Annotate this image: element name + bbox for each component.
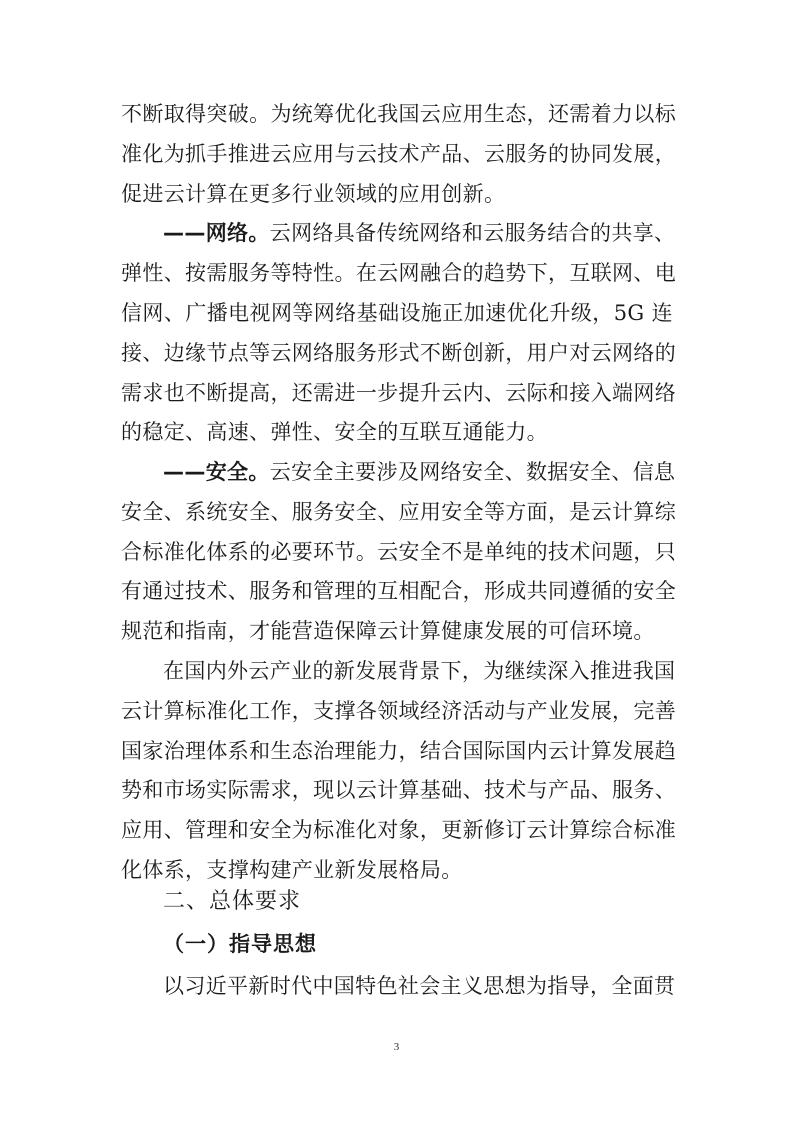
body-line: 不断取得突破。为统筹优化我国云应用生态，还需着力以标 <box>121 102 677 126</box>
page-number: 3 <box>393 1041 400 1053</box>
body-line: 以习近平新时代中国特色社会主义思想为指导，全面贯 <box>163 974 676 998</box>
body-line: 安全、系统安全、服务安全、应用安全等方面，是云计算综 <box>121 500 677 524</box>
body-text: 云安全主要涉及网络安全、数据安全、信息 <box>269 460 676 484</box>
body-line-last <box>121 852 673 888</box>
body-line: 在国内外云产业的新发展背景下，为继续深入推进我国 <box>163 659 676 683</box>
body-text: 云网络具备传统网络和云服务结合的共享、 <box>269 221 676 245</box>
network-paragraph-first-line <box>163 215 676 251</box>
body-line: 化体系，支撑构建产业新发展格局。 <box>121 858 463 882</box>
body-line: 势和市场实际需求，现以云计算基础、技术与产品、服务、 <box>121 778 677 802</box>
section-heading: 二、总体要求 <box>163 889 302 914</box>
body-line: 准化为抓手推进云应用与云技术产品、云服务的协同发展， <box>121 142 677 166</box>
body-line: 的稳定、高速、弹性、安全的互联互通能力。 <box>121 420 548 444</box>
security-lead: ——安全。 <box>163 460 270 484</box>
body-line: 促进云计算在更多行业领域的应用创新。 <box>121 182 506 206</box>
body-line: 合标准化体系的必要环节。云安全不是单纯的技术问题，只 <box>121 540 677 564</box>
body-line: 规范和指南，才能营造保障云计算健康发展的可信环境。 <box>121 619 655 643</box>
network-lead: ——网络。 <box>163 221 270 245</box>
body-line: 需求也不断提高，还需进一步提升云内、云际和接入端网络 <box>121 381 677 405</box>
body-line: 弹性、按需服务等特性。在云网融合的趋势下，互联网、电 <box>121 261 677 285</box>
security-paragraph-first-line <box>163 454 676 490</box>
body-line: 有通过技术、服务和管理的互相配合，形成共同遵循的安全 <box>121 579 677 603</box>
body-line: 应用、管理和安全为标准化对象，更新修订云计算综合标准 <box>121 818 677 842</box>
body-line: 云计算标准化工作，支撑各领域经济活动与产业发展，完善 <box>121 699 677 723</box>
body-line: 接、边缘节点等云网络服务形式不断创新，用户对云网络的 <box>121 341 677 365</box>
body-line: 信网、广播电视网等网络基础设施正加速优化升级，5G 连 <box>121 301 673 325</box>
subsection-heading: （一）指导思想 <box>163 932 317 956</box>
body-line: 国家治理体系和生态治理能力，结合国际国内云计算发展趋 <box>121 739 677 763</box>
